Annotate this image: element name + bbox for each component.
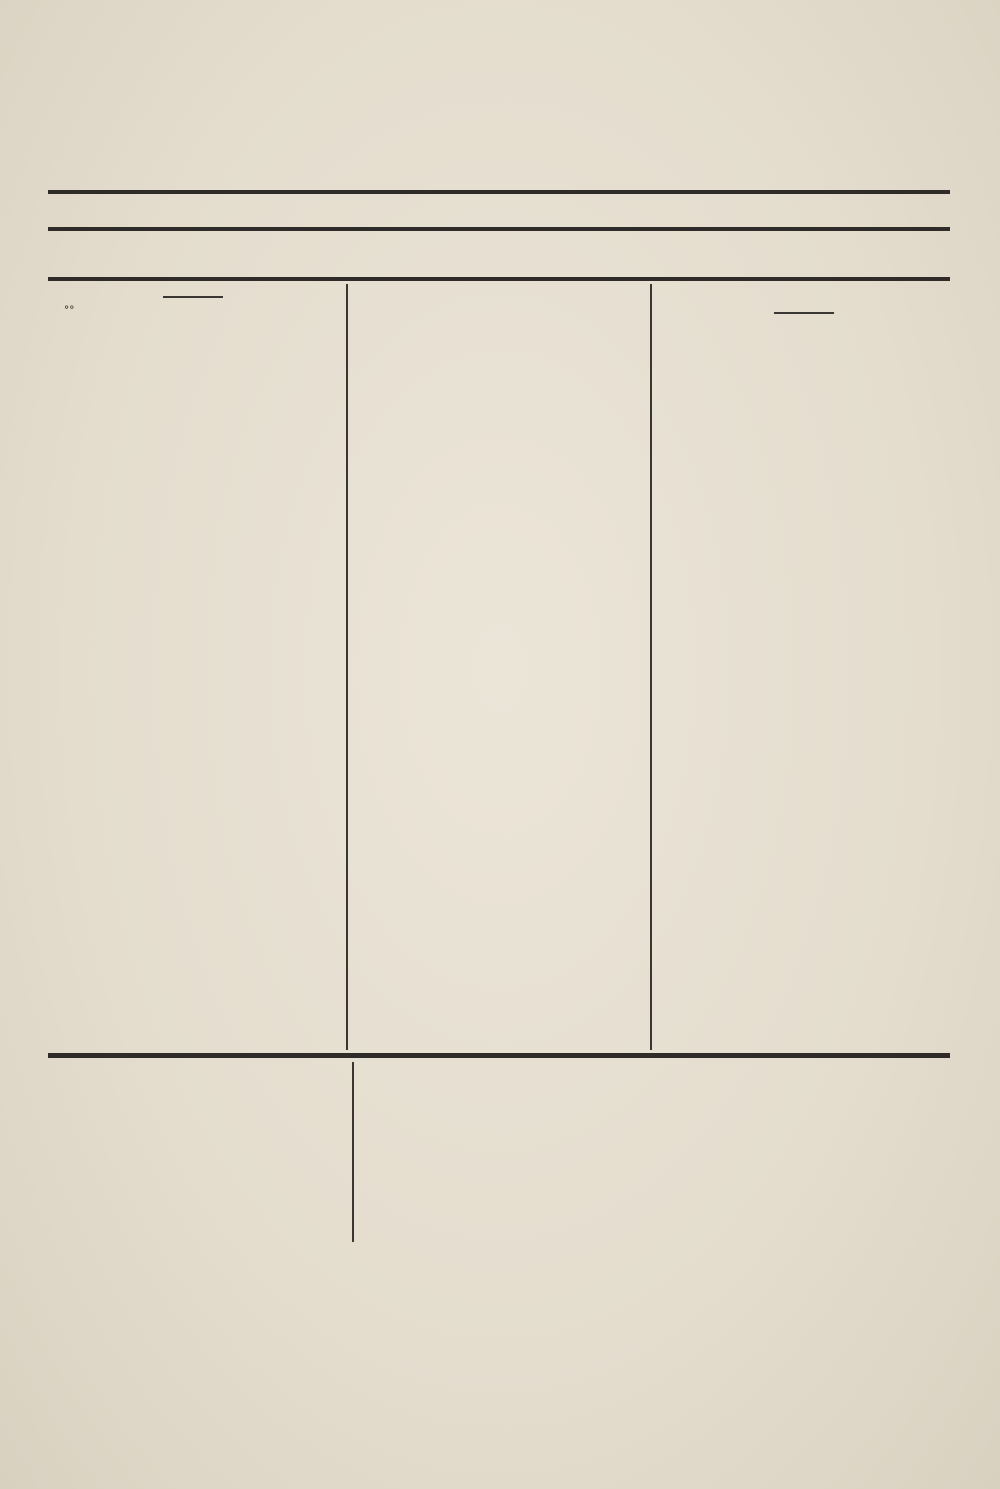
article-column-3	[658, 290, 950, 332]
masthead-rule-top	[48, 190, 950, 194]
column-divider-1	[346, 284, 348, 1050]
dateline-rule	[48, 227, 950, 231]
dateline-marker-icon: °°	[64, 304, 75, 316]
article-column-1	[48, 290, 338, 317]
feuilleton-rule	[48, 1053, 950, 1058]
article-paragraph	[48, 304, 338, 317]
masthead	[0, 0, 1000, 185]
section-rule	[774, 312, 834, 314]
dateline	[48, 200, 950, 224]
column-divider-2	[650, 284, 652, 1050]
feuilleton-divider-end60	[352, 1062, 354, 1063]
feuilleton-divider-1zz	[352, 1062, 354, 1162]
headline-rule	[163, 296, 223, 298]
notice-rule	[48, 277, 950, 281]
